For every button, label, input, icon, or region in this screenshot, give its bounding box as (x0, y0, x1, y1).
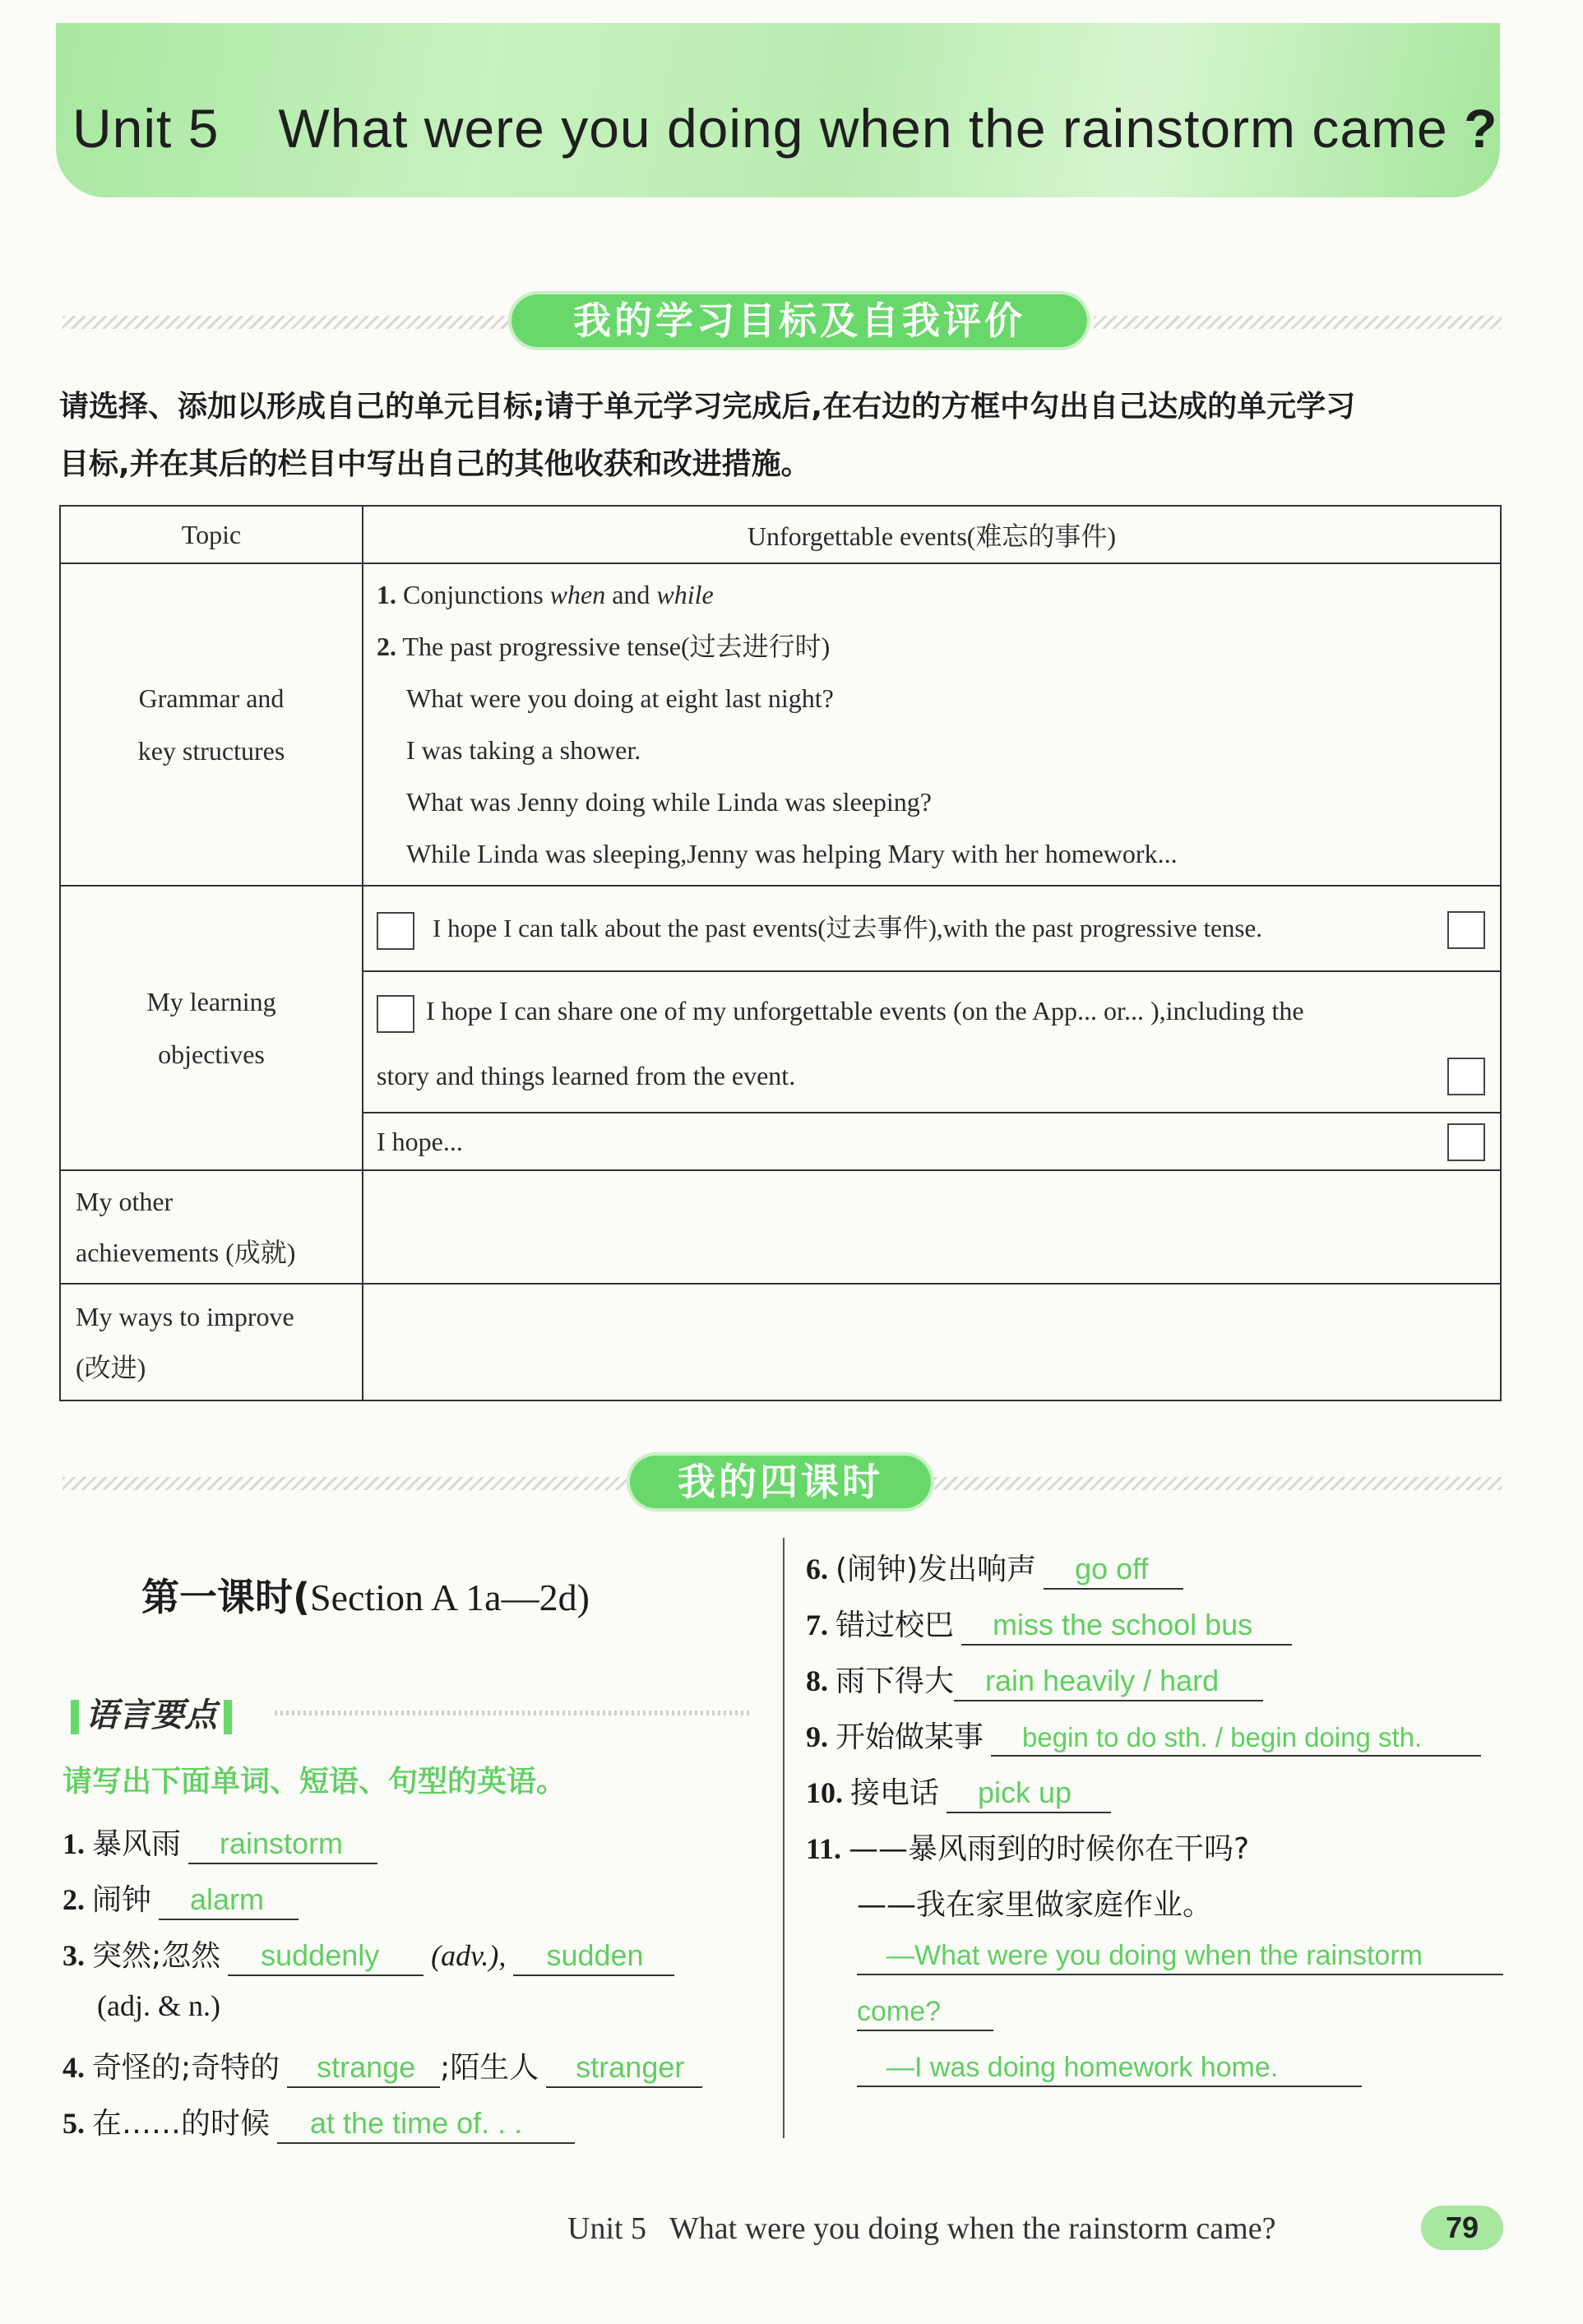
page-footer: Unit 5 What were you doing when the rainstorm came? (567, 2211, 1276, 2246)
improve-field[interactable] (363, 1284, 1501, 1400)
question-3-tail: (adj. & n.) (97, 1989, 220, 2022)
objectives-label (60, 886, 363, 1170)
improve-label-line1: My ways to improve (76, 1302, 294, 1331)
achievements-label-line1: My other (76, 1187, 174, 1216)
example-sentence-3: What was Jenny doing while Linda was sleeping? (406, 787, 932, 817)
question-9: 9. 开始做某事 begin to do sth. / begin doing sth. (806, 1714, 1481, 1757)
question-11: 11. ——暴风雨到的时候你在干吗? (806, 1832, 1250, 1866)
question-6: 6. (闹钟)发出响声 go off (806, 1546, 1183, 1590)
grammar-item-2: 2. The past progressive tense(过去进行时) (377, 632, 831, 661)
answer-1[interactable]: rainstorm (188, 1826, 377, 1864)
answer-9[interactable]: begin to do sth. / begin doing sth. (991, 1722, 1481, 1757)
goals-table (59, 505, 1502, 1401)
intro-line-2: 目标,并在其后的栏目中写出自己的其他收获和改进措施。 (59, 447, 811, 481)
example-sentence-2: I was taking a shower. (406, 735, 641, 765)
answer-4b[interactable]: stranger (546, 2050, 702, 2088)
objectives-label-line2: objectives (158, 1039, 265, 1069)
objective-3-text: I hope... (377, 1126, 463, 1156)
tag-bar-left (71, 1700, 79, 1734)
objective-2-checkbox-left[interactable] (377, 995, 414, 1033)
answer-11b[interactable]: come? (857, 1996, 993, 2031)
answer-6[interactable]: go off (1044, 1552, 1183, 1590)
lesson-title-en: Section A 1a—2d) (310, 1576, 590, 1618)
grammar-item-1: 1. Conjunctions when and while (377, 580, 714, 609)
topic-label: Topic (60, 506, 363, 563)
answer-2[interactable]: alarm (159, 1882, 299, 1920)
section-title-goals: 我的学习目标及自我评价 (511, 294, 1087, 347)
section-divider-right (1094, 316, 1502, 329)
objective-2 (363, 971, 1501, 1113)
improve-label-line2: (改进) (76, 1353, 146, 1382)
improve-label (60, 1284, 363, 1400)
question-5: 5. 在……的时候 at the time of. . . (62, 2100, 575, 2144)
question-2: 2. 闹钟 alarm (62, 1877, 299, 1920)
answer-11a[interactable]: —What were you doing when the rainstorm (857, 1940, 1503, 1975)
unit-number: Unit 5 (72, 98, 220, 159)
grammar-content (363, 563, 1501, 886)
answer-3a[interactable]: suddenly (228, 1938, 424, 1976)
answer-3b[interactable]: sudden (513, 1938, 674, 1976)
lesson-title-zh: 第一课时( (141, 1575, 311, 1619)
answer-5[interactable]: at the time of. . . (277, 2106, 575, 2144)
grammar-label-line2: key structures (137, 736, 285, 766)
objective-2-text-line2: story and things learned from the event. (377, 1061, 796, 1090)
section2-divider-left (62, 1477, 627, 1490)
unit-question: What were you doing when the rainstorm came (278, 98, 1448, 159)
tag-dotted-line (275, 1711, 752, 1715)
unit-title (72, 97, 1497, 160)
section2-divider-right (934, 1477, 1502, 1490)
section-title-lessons: 我的四课时 (630, 1456, 931, 1508)
exercise-instruction: 请写出下面单词、短语、句型的英语。 (62, 1765, 567, 1799)
answer-10[interactable]: pick up (947, 1775, 1111, 1813)
tag-bar-right (224, 1700, 232, 1734)
grammar-label-line1: Grammar and (138, 683, 285, 713)
question-4: 4. 奇怪的;奇特的 strange ;陌生人 stranger (62, 2044, 702, 2088)
language-points-tag: 语言要点 (64, 1689, 238, 1736)
lesson-title (141, 1567, 590, 1622)
question-mark: ? (1464, 98, 1498, 159)
objective-2-text-line1: I hope I can share one of my unforgettable events (on the App... or... ),including the (426, 996, 1304, 1025)
topic-value: Unforgettable events(难忘的事件) (363, 506, 1501, 563)
objective-3-checkbox[interactable] (1447, 1123, 1485, 1161)
answer-8[interactable]: rain heavily / hard (954, 1664, 1263, 1701)
section-divider-left (62, 316, 513, 329)
question-8: 8. 雨下得大 rain heavily / hard (806, 1658, 1263, 1701)
objective-2-checkbox[interactable] (1447, 1058, 1485, 1095)
achievements-label (60, 1170, 363, 1284)
intro-line-1: 请选择、添加以形成自己的单元目标;请于单元学习完成后,在右边的方框中勾出自己达成的单元学习 (59, 390, 1356, 424)
objective-3 (363, 1113, 1501, 1170)
objectives-label-line1: My learning (146, 987, 276, 1016)
example-sentence-4: While Linda was sleeping,Jenny was helping Mary with her homework... (406, 839, 1178, 868)
question-11-reply: ——我在家里做家庭作业。 (857, 1888, 1213, 1922)
objective-1-checkbox[interactable] (1447, 911, 1485, 949)
question-7: 7. 错过校巴 miss the school bus (806, 1602, 1292, 1646)
grammar-label (60, 563, 363, 886)
question-11-answer-line2 (857, 1993, 993, 2031)
question-10: 10. 接电话 pick up (806, 1770, 1111, 1813)
answer-11c[interactable]: —I was doing homework home. (857, 2052, 1362, 2087)
objective-1-checkbox-left[interactable] (377, 912, 414, 950)
answer-7[interactable]: miss the school bus (961, 1608, 1292, 1646)
question-3: 3. 突然;忽然 suddenly (adv.), sudden (62, 1933, 674, 1976)
objective-1 (363, 886, 1501, 971)
question-11-answer-line1 (857, 1937, 1503, 1975)
column-divider (783, 1538, 785, 2138)
question-11-answer-line3 (857, 2049, 1362, 2087)
achievements-field[interactable] (363, 1170, 1501, 1284)
page-number: 79 (1421, 2206, 1503, 2250)
question-1: 1. 暴风雨 rainstorm (62, 1821, 377, 1864)
achievements-label-line2: achievements (成就) (76, 1238, 296, 1267)
example-sentence-1: What were you doing at eight last night? (406, 683, 834, 713)
intro-text (59, 378, 1507, 493)
answer-4a[interactable]: strange (287, 2050, 440, 2088)
objective-1-text: I hope I can talk about the past events(过去事件),with the past progressive tense. (433, 914, 1262, 943)
